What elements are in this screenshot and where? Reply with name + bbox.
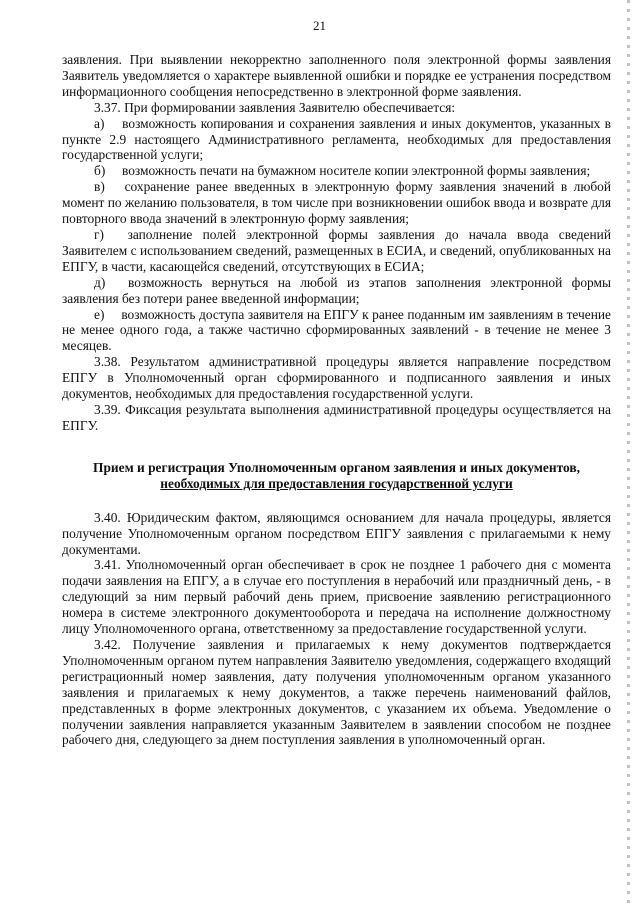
list-item-a: а) возможность копирования и сохранения заявления и иных документов, указанных в пункте 2.9 настоящего Административного регламента, необходимых для предоставления государственной услуги; — [62, 115, 611, 163]
paragraph-3-37: 3.37. При формировании заявления Заявителю обеспечивается: — [94, 99, 456, 115]
paragraph-3-41: 3.41. Уполномоченный орган обеспечивает в срок не позднее 1 рабочего дня с момента подачи заявления на ЕПГУ, а в случае его поступления в нерабочий или праздничный день, - в следующий за ним первый рабочий день прием, присвоение заявлению регистрационного номера в системе электронного документооборота и передача на исполнение должностному лицу Уполномоченного органа, ответственному за предоставление государственной услуги. — [62, 557, 611, 637]
scan-edge-mark — [627, 0, 630, 904]
paragraph-continuation: заявления. При выявлении некорректно заполненного поля электронной формы заявления Заявитель уведомляется о характере выявленной ошибки и порядке ее устранения посредством информационного сообщения непосредственно в электронной форме заявления. — [62, 52, 611, 99]
section-heading-line2: необходимых для предоставления государственной услуги — [160, 475, 513, 491]
list-item-v: в) сохранение ранее введенных в электронную форму заявления значений в любой момент по желанию пользователя, в том числе при возникновении ошибок ввода и возврате для повторного ввода значений в электронную форму заявления; — [62, 179, 611, 227]
paragraph-3-40: 3.40. Юридическим фактом, являющимся основанием для начала процедуры, является получение Уполномоченным органом посредством ЕПГУ заявления с прилагаемыми к нему документами. — [62, 509, 611, 557]
paragraph-3-39: 3.39. Фиксация результата выполнения административной процедуры осуществляется на ЕПГУ. — [62, 401, 611, 433]
list-item-b: б) возможность печати на бумажном носителе копии электронной формы заявления; — [94, 163, 591, 179]
paragraph-3-38: 3.38. Результатом административной процедуры является направление посредством ЕПГУ в Уполномоченный орган сформированного и подписанного заявления и иных документов, необходимых для предоставления государственной услуги. — [62, 354, 611, 402]
paragraph-3-42: 3.42. Получение заявления и прилагаемых к нему документов подтверждается Уполномоченным органом путем направления Заявителю уведомления, содержащего входящий регистрационный номер заявления, дату получения уполномоченным органом указанного заявления и прилагаемых к нему документов, а также перечень наименований файлов, представленных в форме электронных документов, с указанием их объема. Уведомление о получении заявления направляется указанным Заявителем в заявлении способом не позднее рабочего дня, следующего за днем поступления заявления в уполномоченный орган. — [62, 637, 611, 748]
section-heading — [62, 460, 611, 492]
list-item-g: г) заполнение полей электронной формы заявления до начала ввода сведений Заявителем с использованием сведений, размещенных в ЕСИА, и сведений, опубликованных на ЕПГУ, в части, касающейся сведений, отсутствующих в ЕСИА; — [62, 226, 611, 274]
section-heading-line1: Прием и регистрация Уполномоченным органом заявления и иных документов, — [93, 459, 580, 475]
page-number: 21 — [313, 18, 326, 33]
list-item-d: д) возможность вернуться на любой из этапов заполнения электронной формы заявления без потери ранее введенной информации; — [62, 274, 611, 306]
list-item-e: е) возможность доступа заявителя на ЕПГУ к ранее поданным им заявлениям в течение не менее одного года, а также частично сформированных заявлений - в течение не менее 3 месяцев. — [62, 306, 611, 354]
